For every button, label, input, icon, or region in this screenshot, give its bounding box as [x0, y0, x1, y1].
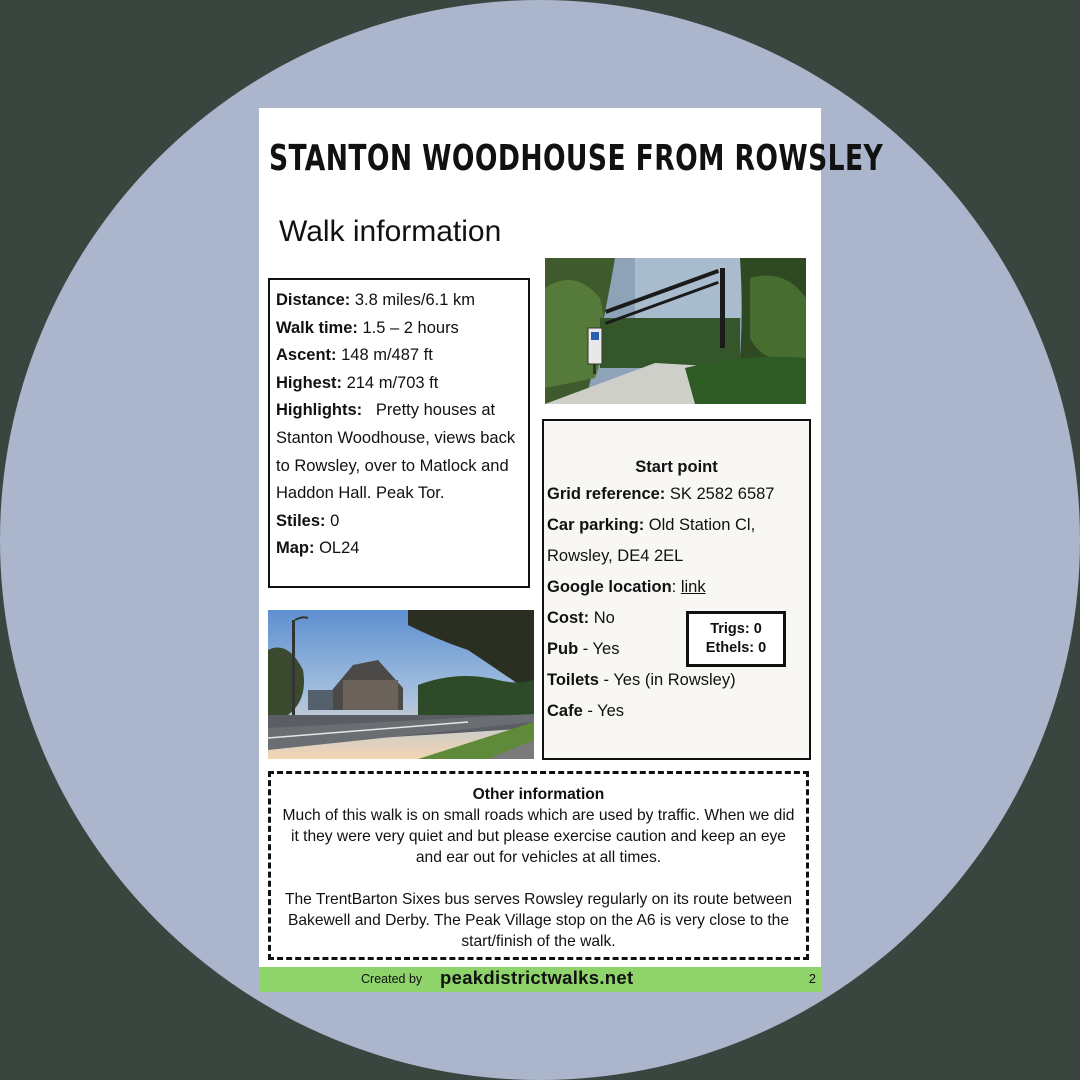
distance-row	[276, 287, 522, 315]
cost-value: No	[589, 609, 615, 627]
toilets-row	[547, 671, 736, 690]
cafe-row	[547, 702, 624, 721]
grid-reference-row	[547, 485, 774, 504]
pub-row	[547, 640, 619, 659]
highest-value: 214 m/703 ft	[342, 373, 439, 392]
other-information-title: Other information	[472, 786, 605, 803]
walk-info-box	[268, 278, 530, 588]
highest-label: Highest:	[276, 373, 342, 392]
other-information-paragraph-1: Much of this walk is on small roads which are used by traffic. When we did it they were very quiet and but please exercise caution and keep an eye and ear out for vehicles at all times.	[282, 807, 795, 866]
car-parking-row	[547, 516, 755, 535]
start-point-title: Start point	[635, 458, 718, 476]
site-link[interactable]: peakdistrictwalks.net	[440, 967, 634, 988]
car-parking-value: Old Station Cl,	[644, 516, 756, 534]
stiles-label: Stiles:	[276, 511, 326, 530]
trigs-count: Trigs: 0	[710, 621, 762, 637]
section-subtitle: Walk information	[279, 215, 502, 248]
grid-reference-value: SK 2582 6587	[665, 485, 775, 503]
highlights-value: Pretty houses at Stanton Woodhouse, views back to Rowsley, over to Matlock and Haddon Hall. Peak Tor.	[276, 401, 520, 503]
cafe-value: - Yes	[582, 702, 625, 720]
distance-value: 3.8 miles/6.1 km	[350, 291, 475, 309]
google-location-separator: :	[671, 578, 681, 596]
car-parking-label: Car parking:	[547, 516, 645, 534]
distance-label: Distance:	[276, 291, 351, 309]
ascent-value: 148 m/487 ft	[336, 346, 433, 365]
walk-time-label: Walk time:	[276, 318, 358, 337]
page-number: 2	[808, 971, 816, 986]
highlights-row	[276, 397, 522, 507]
other-information-paragraph-2: The TrentBarton Sixes bus serves Rowsley regularly on its route between Bakewell and Derby. The Peak Village stop on the A6 is very close to the start/finish of the walk.	[284, 891, 793, 950]
page-title: STANTON WOODHOUSE FROM ROWSLEY	[269, 138, 884, 179]
toilets-label: Toilets	[547, 671, 599, 689]
walk-card-page	[259, 108, 884, 992]
footer-bar	[259, 967, 821, 992]
cost-label: Cost:	[547, 609, 590, 627]
toilets-value: - Yes (in Rowsley)	[598, 671, 736, 689]
trigs-ethels-box	[686, 611, 786, 667]
grid-reference-label: Grid reference:	[547, 485, 666, 503]
highest-row	[276, 370, 522, 398]
walk-time-value: 1.5 – 2 hours	[357, 318, 459, 337]
google-location-label: Google location	[547, 578, 672, 596]
map-label: Map:	[276, 539, 315, 558]
google-location-row	[547, 578, 706, 597]
cafe-label: Cafe	[547, 702, 583, 720]
pub-label: Pub	[547, 640, 579, 658]
car-park-image	[545, 258, 806, 404]
map-row	[276, 535, 522, 563]
highlights-label: Highlights:	[276, 401, 363, 420]
created-by-text: Created by	[361, 972, 423, 986]
map-value: OL24	[314, 539, 360, 558]
village-road-photo	[268, 610, 534, 759]
pub-value: - Yes	[578, 640, 620, 658]
walk-time-row	[276, 315, 522, 343]
ascent-row	[276, 342, 522, 370]
cost-row	[547, 609, 615, 628]
car-park-photo	[545, 258, 806, 404]
stiles-value: 0	[325, 511, 340, 530]
stiles-row	[276, 508, 522, 536]
car-parking-postcode: Rowsley, DE4 2EL	[547, 547, 684, 565]
ascent-label: Ascent:	[276, 346, 337, 365]
other-information-box	[268, 771, 809, 960]
google-location-link[interactable]: link	[680, 578, 706, 596]
start-point-box	[542, 419, 811, 760]
car-parking-row-2	[547, 547, 683, 566]
village-road-image	[268, 610, 534, 759]
ethels-count: Ethels: 0	[705, 640, 767, 656]
